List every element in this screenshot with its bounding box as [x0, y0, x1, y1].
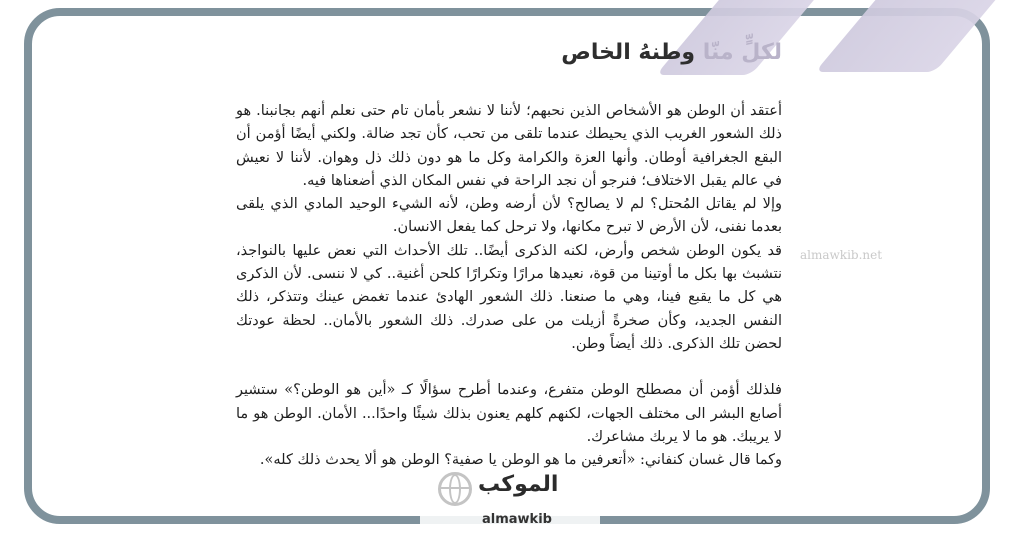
paragraph: وكما قال غسان كنفاني: «أتعرفين ما هو الوطن يا صفية؟ الوطن هو ألا يحدث ذلك كله».: [259, 452, 782, 469]
paragraph: قد يكون الوطن شخص وأرض، لكنه الذكرى أيضًا.. تلك الأحداث التي نعض عليها بالنواجذ، نتشبث بها بكل ما أوتينا من قوة، نعيدها مرارًا وتكرارًا كلحن أغنية.. كي لا ننسى. لأن الذكرى هي كل ما يقبع فينا، وهي ما صنعنا. ذلك الشعور الهادئ عندما تغمض عينك وتتذكر، ذلك النفس الجديد، وكأن صخرةً أزيلت من على صدرك. ذلك الشعور بالأمان.. لحظة عودتك لحضن تلك الذكرى. ذلك أيضاً وطن.: [236, 242, 782, 352]
article-body: [236, 100, 782, 472]
title-main-part: وطنهُ الخاص: [561, 40, 703, 65]
title-faded-part: لكلٍّ منّا: [702, 40, 782, 65]
watermark-logo: [420, 468, 600, 536]
globe-icon: [438, 472, 472, 506]
paragraph: فلذلك أؤمن أن مصطلح الوطن متفرع، وعندما أطرح سؤالًا كـ «أين هو الوطن؟» ستشير أصابع البشر الى مختلف الجهات، لكنهم كلهم يعنون بذلك شيئًا واحدًا... الأمان. الوطن هو ما لا يريبك. هو ما لا يربك مشاعرك.: [236, 382, 782, 445]
logo-english-text: almawkib: [482, 512, 552, 527]
paragraph: أعتقد أن الوطن هو الأشخاص الذين نحبهم؛ لأننا لا نشعر بأمان تام حتى نعلم أنهم بجانبنا. هو ذلك الشعور الغريب الذي يحيطك عندما تلقى من تحب، كأن تجد ضالة. ولكني أيضًا أؤمن أن البقع الجغرافية أوطان. وأنها العزة والكرامة وكل ما هو دون ذلك ذل وهوان. لأننا لا نعيش في عالم يقبل الاختلاف؛ فنرجو أن نجد الراحة في نفس المكان الذي أضعناها فيه.: [236, 103, 782, 189]
paragraph: وإلا لم يقاتل المُحتل؟ لم لا يصالح؟ لأن أرضه وطن، لأنه الشيء الوحيد المادي الذي يلقى بعدما نفنى، لأن الأرض لا تبرح مكانها، ولا ترحل كما يفعل الانسان.: [236, 196, 782, 236]
watermark-url: almawkib.net: [800, 248, 883, 262]
article-title: [561, 40, 782, 65]
logo-arabic-text: الموكب: [478, 472, 559, 497]
